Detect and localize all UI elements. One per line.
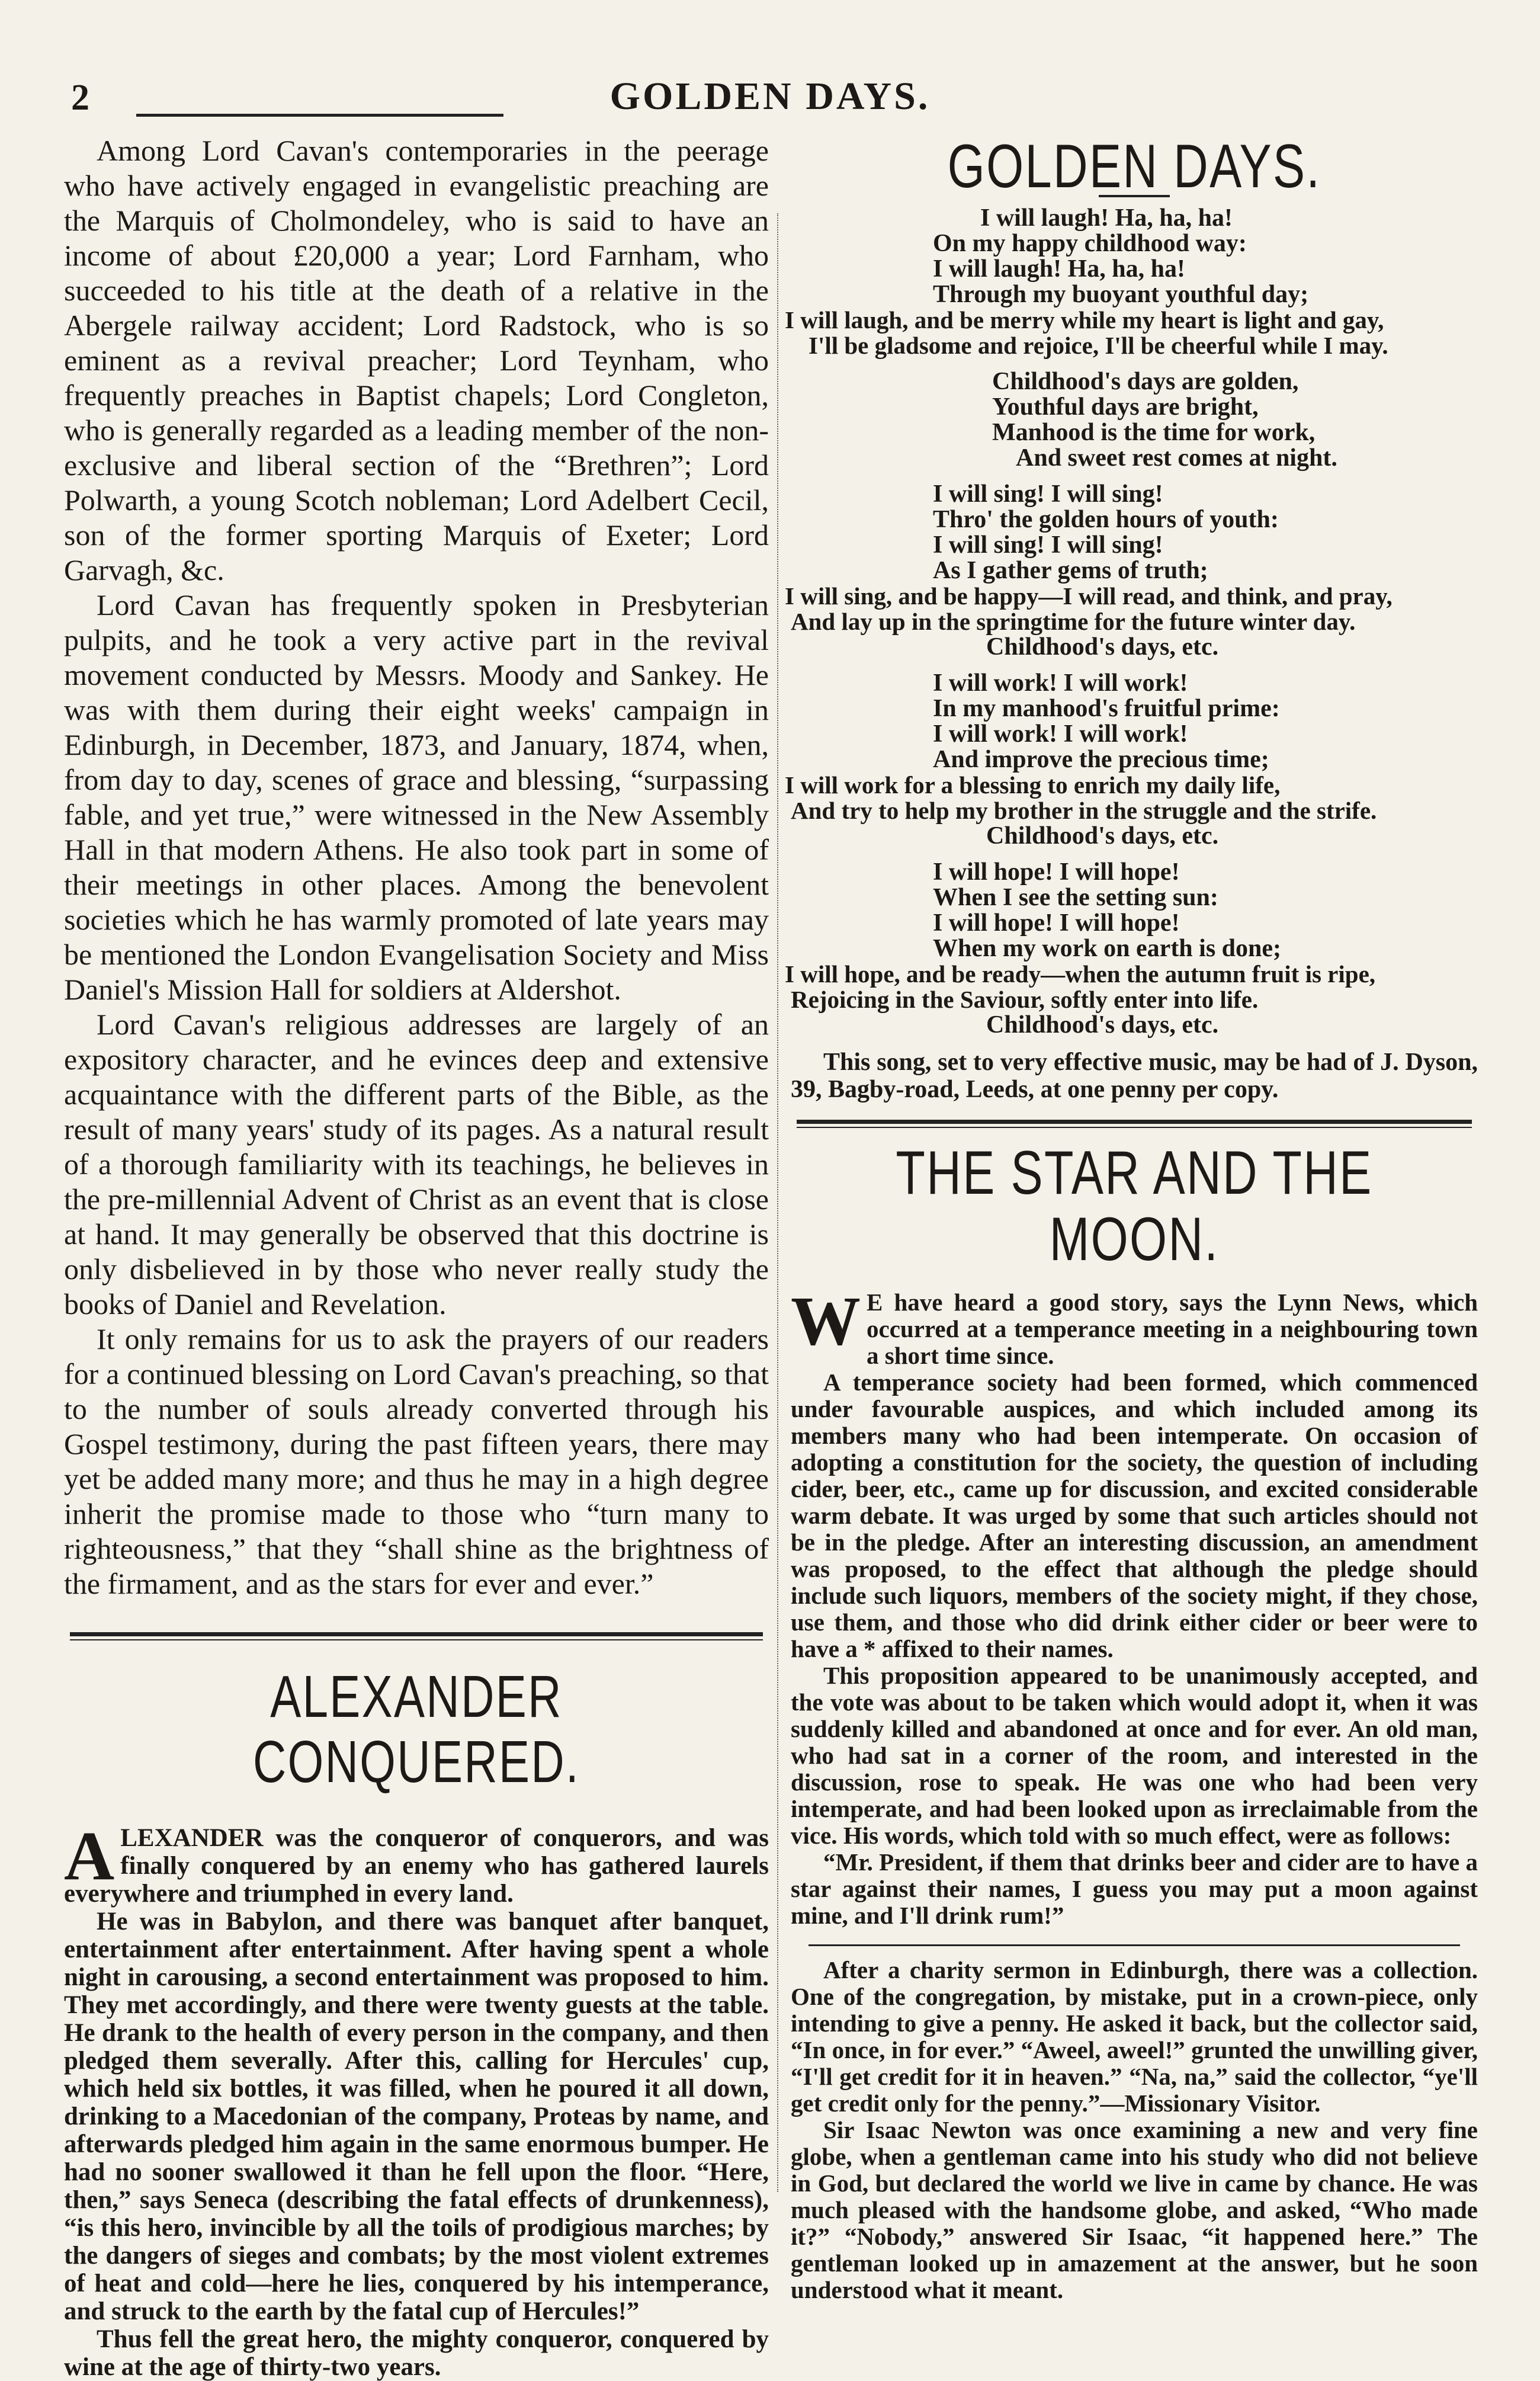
alexander-title: ALEXANDER CONQUERED. [252,1664,580,1795]
section-rule [797,1120,1472,1128]
star-moon-dropcap: W [791,1282,861,1360]
song-note: This song, set to very effective music, may be had of J. Dyson, 39, Bagby-road, Leeds, at one penny per copy. [791,1049,1478,1103]
article-paragraph: It only remains for us to ask the prayers of our readers for a continued blessing on Lord Cavan's preaching, so that to the number of souls already converted through his Gospel testimony, during the past fifteen years, there may yet be added many more; and thus he may in a high degree inherit the promise made to those who “turn many to righteousness,” that they “shall shine as the brightness of the firmament, and as the stars for ever and ever.” [64,1322,769,1600]
star-moon-title: THE STAR AND THE MOON. [896,1139,1373,1274]
poem-line: I will sing, and be happy—I will read, and think, and pray, [785,582,1393,610]
charity-paragraph: After a charity sermon in Edinburgh, there was a collection. One of the congregation, by mistake, put in a crown-piece, only intending to give a penny. He asked it back, but the collector said, “In once, in for ever.” “Aweel, aweel!” grunted the unwilling giver, “I'll get credit for it in heaven.” “Na, na,” said the collector, “ye'll get credit only for the penny.”—Missionary Visitor. [791,1956,1478,2117]
running-title: GOLDEN DAYS. [609,75,931,118]
star-moon-paragraph: This proposition appeared to be unanimously accepted, and the vote was about to be taken which would adopt it, when it was suddenly killed and abandoned at once and for ever. An old man, who had sat in a corner of the room, and interested in the discussion, rose to speak. He was one who had been very intemperate, and had been looked upon as irreclaimable from the vice. His words, which told with so much effect, were as follows: [791,1662,1478,1849]
poem-line: And lay up in the springtime for the future winter day. [791,608,1356,635]
poem-line: When my work on earth is done; [933,935,1282,962]
left-column [64,133,769,2381]
article-paragraph: Among Lord Cavan's contemporaries in the peerage who have actively engaged in evangelistic preaching are the Marquis of Cholmondeley, who is said to have an income of about £20,000 a year; Lord Farnham, who succeeded to his title at the death of a relative in the Abergele railway accident; Lord Radstock, who is so eminent as a revival preacher; Lord Teynham, who frequently preaches in Baptist chapels; Lord Congleton, who is generally regarded as a leading member of the non-exclusive and liberal section of the “Brethren”; Lord Polwarth, a young Scotch nobleman; Lord Adelbert Cecil, son of the former sporting Marquis of Exeter; Lord Garvagh, &c. [64,134,769,587]
poem-line: Manhood is the time for work, [992,419,1316,446]
poem-chorus-ref: Childhood's days, etc. [986,633,1219,661]
newton-paragraph: Sir Isaac Newton was once examining a new and very fine globe, when a gentleman came into his study who did not believe in God, but declared the world we live in came by chance. He was much pleased with the handsome globe, and asked, “Who made it?” “Nobody,” answered Sir Isaac, “it happened here.” The gentleman looked up in amazement at the answer, but he soon understood what it meant. [791,2116,1478,2303]
poem-line: Thro' the golden hours of youth: [933,506,1279,533]
section-rule [70,1632,763,1640]
golden-days-title: GOLDEN DAYS. [947,132,1321,201]
star-moon-paragraph: A temperance society had been formed, which commenced under favourable auspices, and which included among its members many who had been intemperate. On occasion of adopting a constitution for the society, the question of including cider, beer, etc., came up for discussion, and excited considerable warm debate. It was urged by some that such articles should not be in the pledge. After an interesting discussion, an amendment was proposed, to the effect that although the pledge should include such liquors, members of the society might, if they chose, use them, and those who did drink either cider or beer were to have a * affixed to their names. [791,1369,1478,1662]
article-paragraph: Lord Cavan has frequently spoken in Presbyterian pulpits, and he took a very active part in the revival movement conducted by Messrs. Moody and Sankey. He was with them during their eight weeks' campaign in Edinburgh, in December, 1873, and January, 1874, when, from day to day, scenes of grace and blessing, “surpassing fable, and yet true,” were witnessed in the New Assembly Hall in that modern Athens. He also took part in some of their meetings in other places. Among the benevolent societies which he has warmly promoted of late years may be mentioned the London Evangelisation Society and Miss Daniel's Mission Hall for soldiers at Aldershot. [64,588,769,1006]
poem-line: Rejoicing in the Saviour, softly enter into life. [791,986,1259,1013]
poem-line: I will sing! I will sing! [933,480,1163,508]
poem-chorus-ref: Childhood's days, etc. [986,822,1219,850]
poem-line: I will work for a blessing to enrich my daily life, [785,771,1281,799]
article-paragraph: Lord Cavan's religious addresses are largely of an expository character, and he evinces deep and extensive acquaintance with the different parts of the Bible, as the result of many years' study of its pages. As a natural result of a thorough familiarity with its teachings, he believes in the pre-millennial Advent of Christ as an event that is close at hand. It may generally be observed that this doctrine is only disbelieved in by those who never really study the books of Daniel and Revelation. [64,1008,769,1321]
poem-chorus [791,369,1478,471]
star-moon-paragraph: “Mr. President, if them that drinks beer and cider are to have a star against their names, I guess you may put a moon against mine, and I'll drink rum!” [791,1848,1478,1929]
poem-line: I will hope! I will hope! [933,858,1180,886]
alexander-first-paragraph: ALEXANDER was the conqueror of conquerors, and was finally conquered by an enemy who has gathered laurels everywhere and triumphed in every land. [64,1817,769,1908]
poem-stanza [785,669,1478,850]
poem-line: I will hope, and be ready—when the autumn fruit is ripe, [785,960,1376,988]
poem-line: I will laugh, and be merry while my heart is light and gay, [785,306,1384,334]
poem-line: I will sing! I will sing! [933,531,1163,559]
poem-line: I will hope! I will hope! [933,909,1180,937]
poem-line: I'll be gladsome and rejoice, I'll be cheerful while I may. [808,332,1388,359]
poem-stanza [785,858,1478,1039]
right-column [785,132,1478,2303]
alexander-paragraph: Thus fell the great hero, the mighty conqueror, conquered by wine at the age of thirty-two years. [64,2325,769,2381]
poem-line: I will laugh! Ha, ha, ha! [933,255,1185,283]
poem-line: When I see the setting sun: [933,884,1218,911]
poem-stanza [785,204,1478,359]
poem-line: And try to help my brother in the struggle and the strife. [791,797,1377,824]
star-moon-first-paragraph: W E have heard a good story, says the Lynn News, which occurred at a temperance meeting in a neighbouring town a short time since. [791,1282,1478,1369]
poem-line: Childhood's days are golden, [992,368,1299,395]
header-rule [136,114,503,117]
poem-chorus-ref: Childhood's days, etc. [986,1011,1219,1039]
poem [785,204,1478,1039]
poem-line: I will work! I will work! [933,720,1188,748]
poem-line: And improve the precious time; [933,746,1269,773]
poem-line: I will work! I will work! [933,669,1188,697]
poem-line: On my happy childhood way: [933,230,1247,257]
alexander-dropcap: A [64,1817,115,1895]
poem-line: In my manhood's fruitful prime: [933,695,1280,722]
poem-stanza [785,480,1478,661]
page-number: 2 [71,78,89,118]
poem-line: Youthful days are bright, [992,393,1259,421]
poem-line: And sweet rest comes at night. [1016,444,1337,472]
poem-line: As I gather gems of truth; [933,557,1208,584]
poem-line: I will laugh! Ha, ha, ha! [980,204,1233,232]
column-divider [777,213,778,2192]
poem-line: Through my buoyant youthful day; [933,281,1309,308]
alexander-paragraph: He was in Babylon, and there was banquet after banquet, entertainment after entertainment. After having spent a whole night in carousing, a second entertainment was proposed to him. They met accordingly, and there were twenty guests at the table. He drank to the health of every person in the company, and then pledged them severally. After this, calling for Hercules' cup, which held six bottles, it was filled, when he poured it all down, drinking to a Macedonian of the company, Proteas by name, and afterwards pledged him again in the same enormous bumper. He had no sooner swallowed it than he fell upon the floor. “Here, then,” says Seneca (describing the fatal effects of drunkenness), “is this hero, invincible by all the toils of prodigious marches; by the dangers of sieges and combats; by the most violent extremes of heat and cold—here he lies, conquered by his intemperance, and struck to the earth by the fatal cup of Hercules!” [64,1908,769,2325]
